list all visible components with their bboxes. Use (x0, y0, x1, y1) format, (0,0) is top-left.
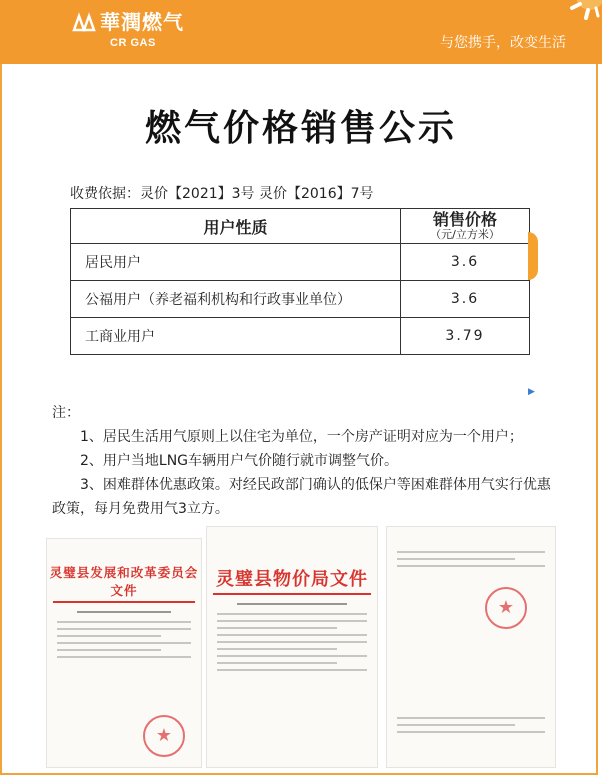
table-header-row (71, 209, 530, 244)
note-item: 2、用户当地LNG车辆用户气价随行就市调整气价。 (80, 453, 399, 469)
text-line (397, 731, 545, 733)
note-item: 3、困难群体优惠政策。对经民政部门确认的低保户等困难群体用气实行优惠政策，每月免费用气3立方。 (52, 477, 551, 517)
document-photo-1 (46, 538, 202, 768)
cr-gas-logo-icon (72, 10, 96, 32)
notes-label: 注： (52, 405, 80, 421)
text-line (397, 717, 545, 719)
text-line (397, 565, 545, 567)
header-rule (213, 593, 371, 595)
user-type-cell: 工商业用户 (71, 318, 401, 355)
column-header-price-unit: （元/立方米） (430, 227, 500, 241)
header-rule (53, 601, 195, 603)
text-line (57, 649, 161, 651)
document-header: 灵璧县发展和改革委员会文件 (49, 565, 199, 598)
text-line (57, 642, 191, 644)
text-line (57, 635, 161, 637)
text-line (397, 558, 515, 560)
text-line (57, 628, 191, 630)
notes-section (52, 401, 562, 521)
document-title-line (77, 611, 171, 613)
official-seal-icon: ★ (485, 587, 527, 629)
price-cell: 3.6 (401, 244, 530, 281)
text-line (57, 621, 191, 623)
price-cell: 3.6 (401, 281, 530, 318)
price-cell: 3.79 (401, 318, 530, 355)
text-line (397, 724, 515, 726)
document-photo-3 (386, 526, 556, 768)
text-line (217, 641, 367, 643)
orange-half-circle-decoration (528, 232, 538, 280)
text-line (217, 669, 367, 671)
text-line (217, 620, 367, 622)
text-line (217, 662, 337, 664)
column-header-price-label: 销售价格 (432, 210, 497, 230)
text-line (397, 551, 545, 553)
blue-arrow-icon: ▶ (528, 387, 535, 397)
document-photos (0, 518, 602, 768)
official-seal-icon: ★ (143, 715, 185, 757)
header-banner (0, 0, 602, 64)
text-line (217, 613, 367, 615)
text-line (57, 656, 191, 658)
brand-logo (72, 6, 202, 56)
table-row (71, 281, 530, 318)
note-item: 1、居民生活用气原则上以住宅为单位，一个房产证明对应为一个用户； (80, 429, 523, 445)
brand-name-en: CR GAS (110, 37, 156, 49)
brand-name-cn: 華潤燃气 (100, 10, 184, 34)
table-row (71, 318, 530, 355)
document-header: 灵璧县物价局文件 (216, 569, 368, 590)
price-table (70, 208, 530, 355)
document-photo-2 (206, 526, 378, 768)
brand-slogan: 与您携手，改变生活 (440, 35, 566, 51)
sun-decoration-icon (542, 0, 602, 30)
text-line (217, 627, 337, 629)
column-header-user-type: 用户性质 (71, 209, 401, 244)
page-title: 燃气价格销售公示 (144, 108, 457, 149)
user-type-cell: 居民用户 (71, 244, 401, 281)
table-row (71, 244, 530, 281)
text-line (217, 655, 367, 657)
text-line (217, 634, 367, 636)
column-header-price (401, 209, 530, 244)
user-type-cell: 公福用户（养老福利机构和行政事业单位） (71, 281, 401, 318)
charge-basis: 收费依据：灵价【2021】3号 灵价【2016】7号 (70, 186, 374, 202)
document-title-line (237, 603, 347, 605)
text-line (217, 648, 337, 650)
